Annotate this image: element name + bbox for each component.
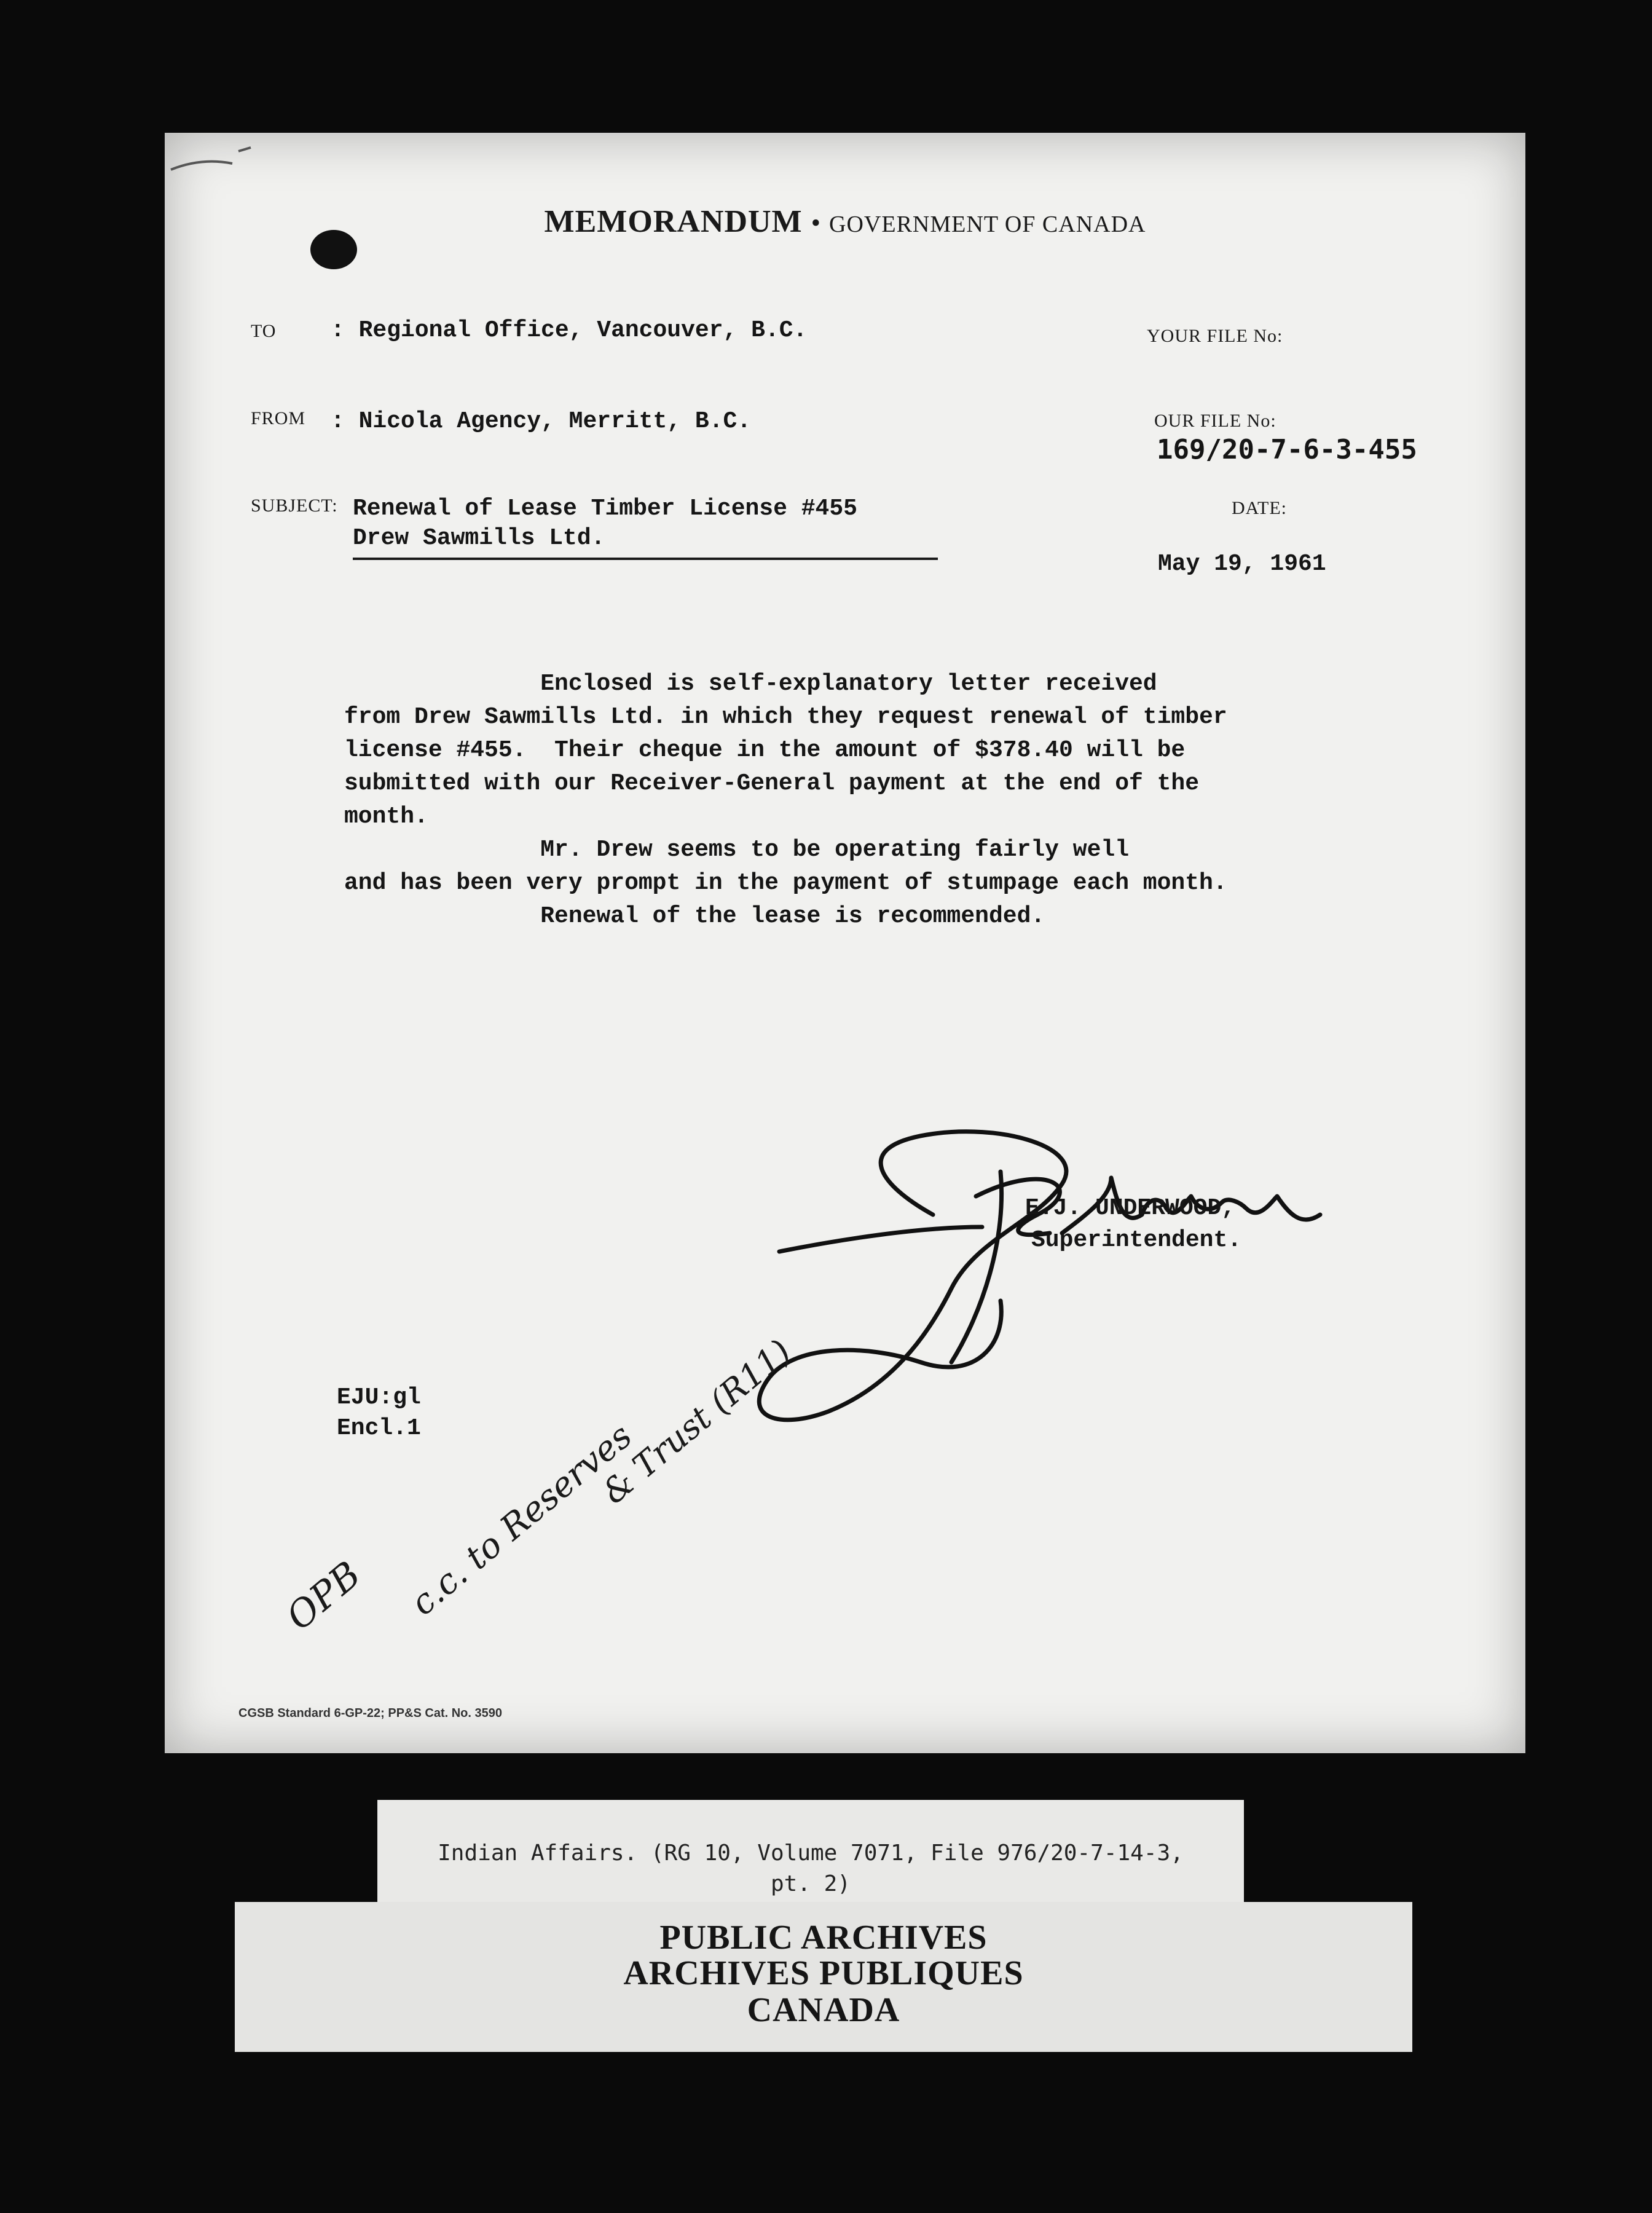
body-line: license #455. Their cheque in the amount of $378.40 will be [344,737,1186,763]
heading-bullet: • [811,208,821,238]
body-line: Enclosed is self-explanatory letter received [344,671,1157,697]
archive-citation-label [377,1800,1244,1917]
body-line: submitted with our Receiver-General payment at the end of the [344,770,1200,797]
subject-line-1: Renewal of Lease Timber License #455 [353,495,857,522]
handwritten-note-cc: c.c. to Reserves [403,1416,640,1623]
stamp-line-1: PUBLIC ARCHIVES [659,1919,988,1957]
our-file-label: OUR FILE No: [1154,411,1276,431]
to-label: TO [251,321,277,341]
body-line: Renewal of the lease is recommended. [344,903,1045,929]
stamp-line-2: ARCHIVES PUBLIQUES [623,1954,1024,1992]
archive-stamp [235,1902,1412,2052]
body-line: and has been very prompt in the payment of stumpage each month. [344,870,1227,896]
handwritten-note-opb: OPB [278,1553,369,1639]
your-file-label: YOUR FILE No: [1147,326,1283,346]
body-line: from Drew Sawmills Ltd. in which they request renewal of timber [344,704,1227,730]
signature-graphic [718,1055,1332,1473]
date-value: May 19, 1961 [1158,551,1326,577]
memo-heading [165,203,1525,240]
body-line: Mr. Drew seems to be operating fairly well [344,837,1130,863]
memo-body [344,668,1463,933]
memo-title: MEMORANDUM [544,204,803,239]
date-label: DATE: [1232,498,1287,518]
form-footer: CGSB Standard 6-GP-22; PP&S Cat. No. 3590 [238,1706,503,1720]
enclosure-note: Encl.1 [337,1415,421,1442]
from-value: : Nicola Agency, Merritt, B.C. [331,408,752,435]
reference-initials: EJU:gl [337,1384,421,1411]
archive-citation [377,1838,1244,1899]
organization-name: GOVERNMENT OF CANADA [829,211,1146,237]
subject-label: SUBJECT: [251,495,338,516]
handwritten-note-trust: & Trust (R11) [594,1331,799,1512]
memo-page [165,133,1525,1753]
subject-line-2: Drew Sawmills Ltd. [353,525,605,551]
stamp-line-3: CANADA [747,1991,900,2029]
to-value: : Regional Office, Vancouver, B.C. [331,317,808,344]
subject-underline [353,558,938,560]
signer-name: E.J. UNDERWOOD, [1025,1195,1236,1221]
signer-title: Superintendent. [1031,1227,1242,1253]
from-label: FROM [251,408,306,428]
citation-line-2: pt. 2) [770,1871,851,1896]
citation-line-1: Indian Affairs. (RG 10, Volume 7071, File 976/20-7-14-3, [438,1840,1184,1866]
body-line: month. [344,803,428,830]
corner-smudge [165,133,288,188]
our-file-number: 169/20-7-6-3-455 [1157,434,1417,465]
